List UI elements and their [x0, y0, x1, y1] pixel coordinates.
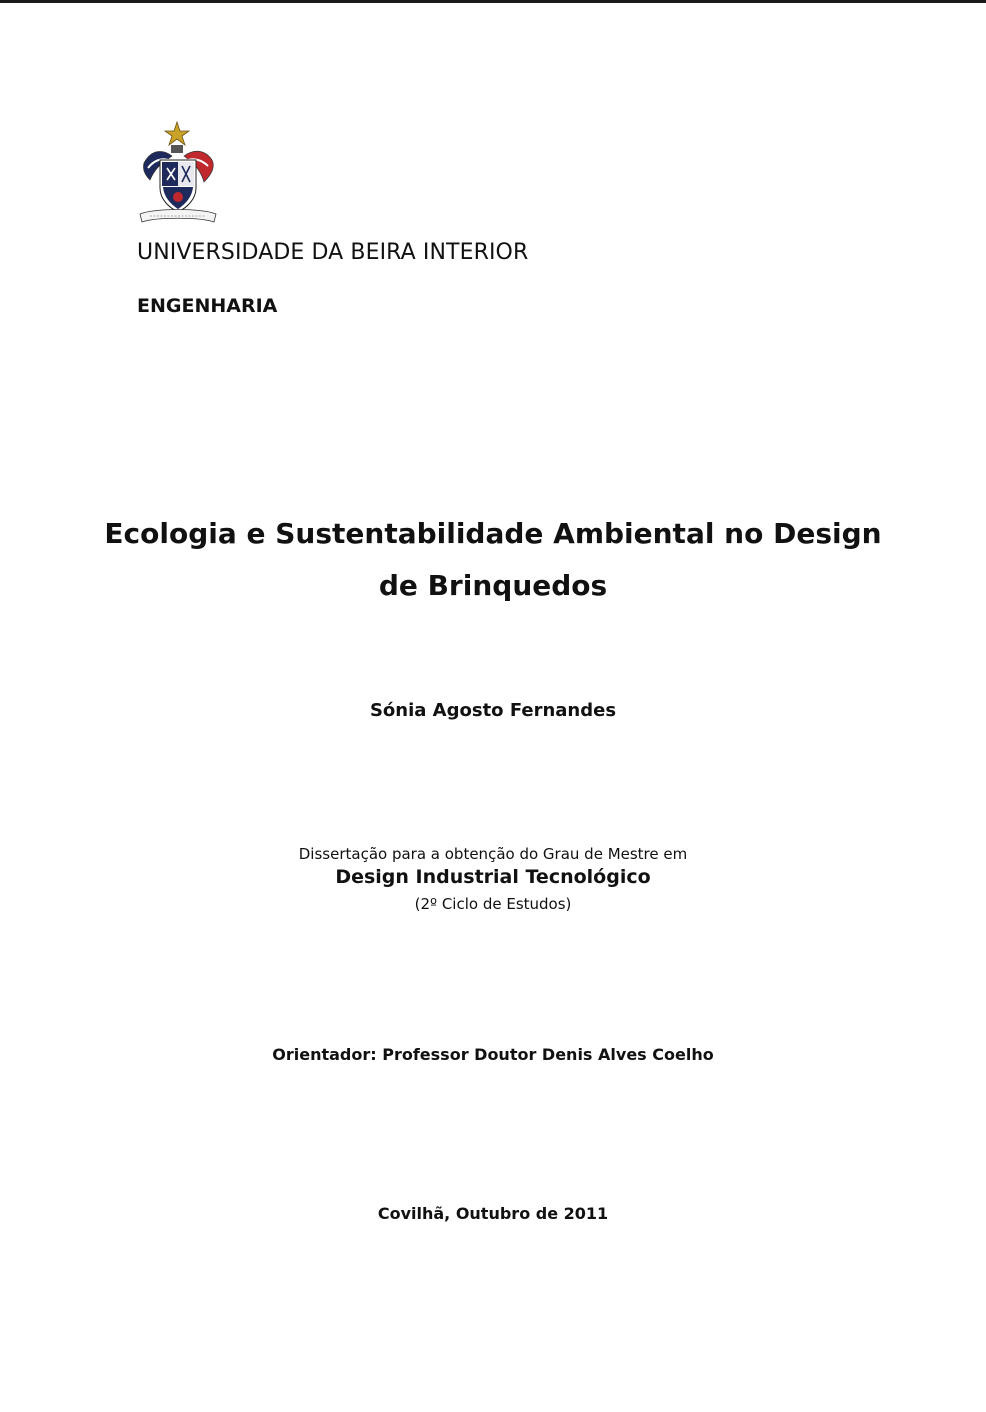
place-date: Covilhã, Outubro de 2011 — [377, 1204, 609, 1223]
title-line-1: Ecologia e Sustentabilidade Ambiental no Design — [104, 517, 882, 550]
author-name: Sónia Agosto Fernandes — [369, 700, 617, 721]
university-crest-icon — [134, 118, 222, 230]
advisor: Orientador: Professor Doutor Denis Alves Coelho — [272, 1045, 714, 1064]
title-line-2: de Brinquedos — [378, 569, 608, 602]
university-name: UNIVERSIDADE DA BEIRA INTERIOR — [137, 240, 529, 265]
dissertation-intro: Dissertação para a obtenção do Grau de Mestre em — [298, 845, 688, 863]
degree-name: Design Industrial Tecnológico — [335, 866, 651, 888]
document-title — [0, 508, 986, 612]
top-border — [0, 0, 986, 3]
faculty-name: ENGENHARIA — [137, 295, 278, 317]
study-cycle: (2º Ciclo de Estudos) — [414, 895, 572, 913]
